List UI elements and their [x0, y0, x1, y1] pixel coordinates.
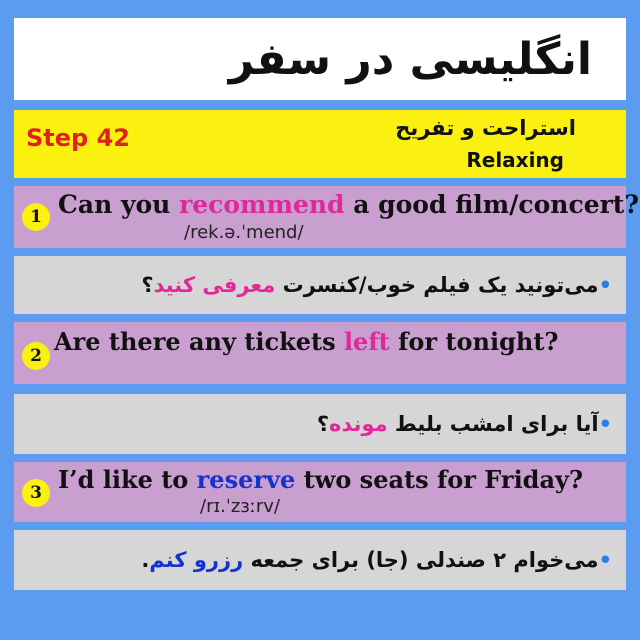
- step-label: Step 42: [26, 124, 130, 152]
- phrase-3-persian-start: می‌خوام ۲ صندلی (جا) برای جمعه: [243, 548, 599, 572]
- phrase-1-english: [58, 190, 639, 219]
- phrase-1-persian-keyword: معرفی کنید: [153, 273, 276, 297]
- phrase-2-english: [54, 327, 558, 356]
- phrase-1-persian-box: [14, 256, 626, 314]
- step-banner: [14, 110, 626, 178]
- bullet-icon: •: [598, 412, 612, 436]
- phrase-3-text-end: two seats for Friday?: [295, 465, 584, 494]
- phrase-2-text-end: for tonight?: [389, 327, 559, 356]
- phrase-3-pronunciation: /rɪ.ˈzɜːrv/: [200, 496, 281, 517]
- phrase-3-persian-keyword: رزرو کنم: [149, 548, 244, 572]
- phrase-3-text-start: I’d like to: [58, 465, 197, 494]
- bullet-icon: •: [598, 273, 612, 297]
- phrase-1-persian-end: ؟: [141, 273, 154, 297]
- phrase-1-persian-start: می‌تونید یک فیلم خوب/کنسرت: [275, 273, 599, 297]
- phrase-3-english: [58, 465, 583, 494]
- phrase-2-persian: [317, 412, 612, 436]
- number-badge-2: 2: [22, 342, 50, 370]
- bullet-icon: •: [598, 548, 612, 572]
- phrase-2-persian-box: [14, 394, 626, 454]
- phrase-1-keyword: recommend: [179, 190, 345, 219]
- phrase-3-persian-box: [14, 530, 626, 590]
- phrase-1-text-start: Can you: [58, 190, 180, 219]
- step-title-persian: استراحت و تفریح: [395, 116, 576, 140]
- phrase-3-english-box: [14, 462, 626, 522]
- phrase-2-keyword: left: [343, 327, 390, 356]
- number-badge-3: 3: [22, 479, 50, 507]
- title-banner: [14, 18, 626, 100]
- phrase-2-persian-start: آیا برای امشب بلیط: [387, 412, 599, 436]
- phrase-2-text-start: Are there any tickets: [54, 327, 344, 356]
- phrase-3-persian: [141, 548, 612, 572]
- phrase-3-keyword: reserve: [196, 465, 296, 494]
- phrase-1-pronunciation: /rek.ə.ˈmend/: [184, 222, 304, 243]
- phrase-2-english-box: [14, 322, 626, 384]
- phrase-2-persian-end: ؟: [316, 412, 330, 436]
- number-badge-1: 1: [22, 203, 50, 231]
- phrase-1-text-end: a good film/concert?: [344, 190, 639, 219]
- phrase-1-english-box: [14, 186, 639, 248]
- phrase-1-persian: [141, 273, 612, 297]
- phrase-2-persian-keyword: مونده: [329, 412, 388, 436]
- phrase-3-persian-end: .: [141, 548, 150, 572]
- step-title-english: Relaxing: [466, 148, 564, 172]
- page-title: انگلیسی در سفر: [228, 33, 592, 85]
